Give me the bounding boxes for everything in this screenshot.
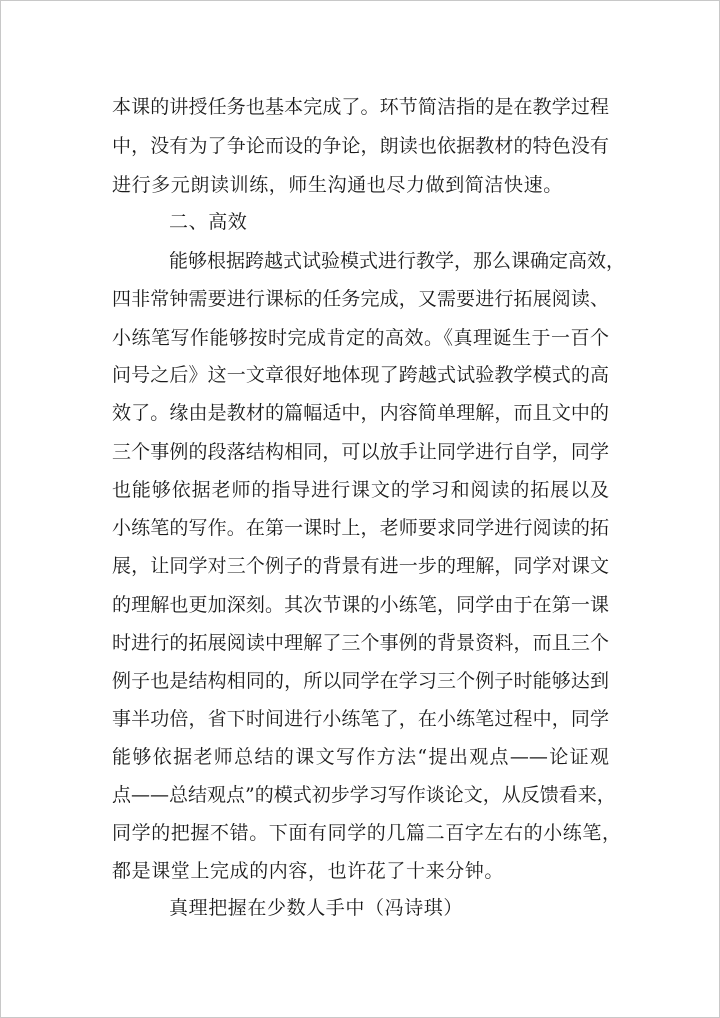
text-line: 本课的讲授任务也基本完成了。环节简洁指的是在教学过程 (112, 96, 609, 118)
text-line: 点——总结观点”的模式初步学习写作谈论文，从反馈看来， (112, 784, 616, 806)
text-line: 例子也是结构相同的，所以同学在学习三个例子时能够达到 (112, 670, 609, 692)
text-line: 能够依据老师总结的课文写作方法“提出观点——论证观 (112, 746, 609, 768)
section-heading: 二、高效 (169, 211, 248, 233)
text-line: 的理解也更加深刻。其次节课的小练笔，同学由于在第一课 (112, 594, 609, 616)
text-line: 展，让同学对三个例子的背景有进一步的理解，同学对课文 (112, 555, 609, 577)
text-line: 小练笔写作能够按时完成肯定的高效。《真理诞生于一百个 (112, 327, 609, 349)
text-line: 事半功倍，省下时间进行小练笔了，在小练笔过程中，同学 (112, 708, 609, 730)
subtitle-heading: 真理把握在少数人手中（冯诗琪） (169, 897, 464, 919)
text-line: 也能够依据老师的指导进行课文的学习和阅读的拓展以及 (112, 479, 609, 501)
text-line: 三个事例的段落结构相同，可以放手让同学进行自学，同学 (112, 441, 609, 463)
text-line: 都是课堂上完成的内容，也许花了十来分钟。 (112, 860, 505, 882)
text-line: 能够根据跨越式试验模式进行教学，那么课确定高效， (169, 250, 626, 272)
text-line: 小练笔的写作。在第一课时上，老师要求同学进行阅读的拓 (112, 517, 609, 539)
text-line: 同学的把握不错。下面有同学的几篇二百字左右的小练笔， (112, 822, 622, 844)
text-line: 中，没有为了争论而设的争论，朗读也依据教材的特色没有 (112, 135, 609, 157)
text-line: 进行多元朗读训练，师生沟通也尽力做到简洁快速。 (112, 174, 563, 196)
text-line: 效了。缘由是教材的篇幅适中，内容简单理解，而且文中的 (112, 402, 609, 424)
text-line: 时进行的拓展阅读中理解了三个事例的背景资料，而且三个 (112, 632, 609, 654)
text-line: 问号之后》这一文章很好地体现了跨越式试验教学模式的高 (112, 364, 609, 386)
text-line: 四非常钟需要进行课标的任务完成，又需要进行拓展阅读、 (112, 288, 609, 310)
